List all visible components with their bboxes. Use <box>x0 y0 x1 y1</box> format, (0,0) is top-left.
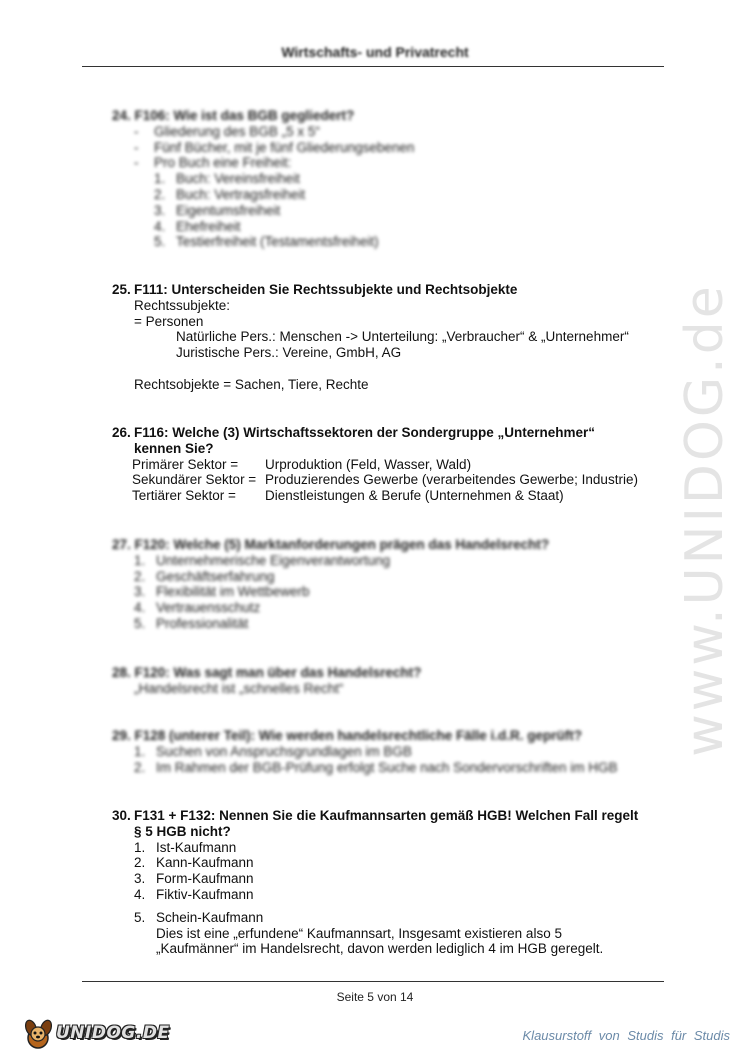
tagline: Klausurstoff von Studis für Studis <box>522 1028 730 1043</box>
footer-rule <box>82 981 664 982</box>
question-title: 26. F116: Welche (3) Wirtschaftssektoren der Sondergruppe „Unternehmer“ <box>112 425 595 440</box>
table-row: Tertiärer Sektor = Dienstleistungen & Berufe (Unternehmen & Staat) <box>132 488 564 504</box>
list-item: 4. Fiktiv-Kaufmann <box>134 886 254 902</box>
question-24 <box>112 108 672 250</box>
question-title: 30. F131 + F132: Nennen Sie die Kaufmannsarten gemäß HGB! Welchen Fall regelt <box>112 808 639 823</box>
list-item: 4. Vertrauensschutz <box>134 600 261 616</box>
list-item: 2. Buch: Vertragsfreiheit <box>154 186 306 202</box>
list-item: 1. Suchen von Anspruchsgrundlagen im BGB <box>134 743 412 759</box>
list-item: 2. Im Rahmen der BGB-Prüfung erfolgt Suche nach Sondervorschriften im HGB <box>134 759 618 775</box>
list-item: 5. Professionalität <box>134 615 249 631</box>
question-title-cont: § 5 HGB nicht? <box>134 823 231 839</box>
page-number: Seite 5 von 14 <box>336 990 414 1004</box>
list-item: 1. Buch: Vereinsfreiheit <box>154 171 300 187</box>
question-title: 27. F120: Welche (5) Marktanforderungen prägen das Handelsrecht? <box>112 537 550 552</box>
table-row: Primärer Sektor = Urproduktion (Feld, Wasser, Wald) <box>132 456 472 472</box>
list-item: 3. Flexibilität im Wettbewerb <box>134 584 310 600</box>
question-25 <box>112 282 672 393</box>
question-title: 24. F106: Wie ist das BGB gegliedert? <box>112 108 355 123</box>
answer-note: „Kaufmänner“ im Handelsrecht, davon werden lediglich 4 im HGB geregelt. <box>156 941 604 957</box>
list-item: 2. Geschäftserfahrung <box>134 568 275 584</box>
question-title: 29. F128 (unterer Teil): Wie werden handelsrechtliche Fälle i.d.R. geprüft? <box>112 728 582 743</box>
header-rule <box>82 66 664 67</box>
answer-line: Rechtssubjekte: <box>134 297 231 313</box>
list-item: 5. Schein-Kaufmann <box>134 909 264 925</box>
question-title: 28. F120: Was sagt man über das Handelsrecht? <box>112 665 422 680</box>
question-title: 25. F111: Unterscheiden Sie Rechtssubjekte und Rechtsobjekte <box>112 282 518 297</box>
list-item: 3. Eigentumsfreiheit <box>154 202 281 218</box>
list-item: 3. Form-Kaufmann <box>134 871 254 887</box>
question-28 <box>112 665 672 697</box>
answer-line: „Handelsrecht ist „schnelles Recht“ <box>134 680 344 696</box>
answer-line: Natürliche Pers.: Menschen -> Unterteilung: „Verbraucher“ & „Unternehmer“ <box>176 329 629 345</box>
list-item: 4. Ehefreiheit <box>154 218 241 234</box>
list-item: 1. Unternehmerische Eigenverantwortung <box>134 552 391 568</box>
answer-note: Dies ist eine „erfundene“ Kaufmannsart, Insgesamt existieren also 5 <box>156 925 562 941</box>
list-item: 2. Kann-Kaufmann <box>134 855 254 871</box>
answer-line: Rechtsobjekte = Sachen, Tiere, Rechte <box>134 376 369 392</box>
answer-line: Juristische Pers.: Vereine, GmbH, AG <box>176 345 402 361</box>
list-item: 1. Ist-Kaufmann <box>134 839 237 855</box>
list-item: 5. Testierfreiheit (Testamentsfreiheit) <box>154 234 379 250</box>
list-item: - Gliederung des BGB „5 x 5“ <box>134 123 320 139</box>
brand-logo <box>22 1016 170 1050</box>
answer-line: = Personen <box>134 313 204 329</box>
question-27 <box>112 537 672 632</box>
table-row: Sekundärer Sektor = Produzierendes Gewerbe (verarbeitendes Gewerbe; Industrie) <box>132 472 638 488</box>
list-item: - Fünf Bücher, mit je fünf Gliederungsebenen <box>134 139 415 155</box>
question-30 <box>112 808 672 957</box>
question-title-cont: kennen Sie? <box>134 440 214 456</box>
page-header-title: Wirtschafts- und Privatrecht <box>281 44 469 60</box>
question-29 <box>112 728 672 775</box>
list-item: - Pro Buch eine Freiheit: <box>134 155 292 171</box>
logo-text: UNIDOG.DE <box>56 1023 170 1043</box>
question-26 <box>112 425 672 504</box>
watermark: www.UNIDOG.de <box>675 283 735 757</box>
dog-icon <box>22 1016 54 1050</box>
